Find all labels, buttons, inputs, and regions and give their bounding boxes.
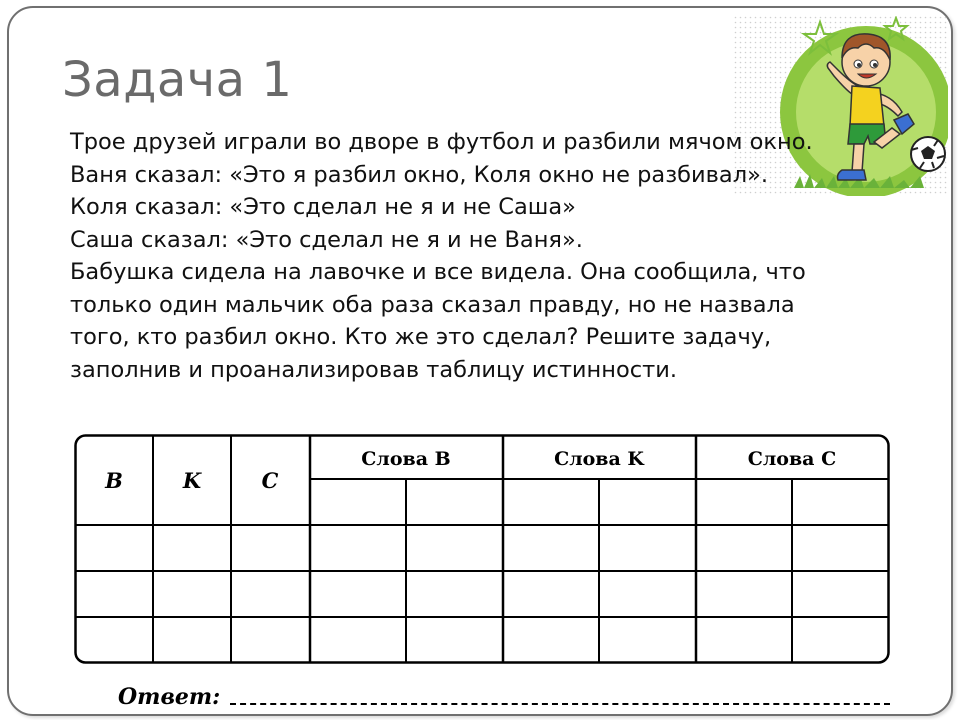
problem-intro: Трое друзей играли во дворе в футбол и разбили мячом окно. <box>70 129 813 155</box>
column-header-b: B <box>105 468 123 493</box>
truth-table <box>74 434 890 664</box>
kolya-statement: Коля сказал: «Это сделал не я и не Саша» <box>70 194 576 220</box>
sasha-statement: Саша сказал: «Это сделал не я и не Ваня». <box>70 226 583 253</box>
soccer-ball-icon <box>911 137 945 171</box>
group-header-words-b: Слова B <box>361 448 451 470</box>
column-header-c: C <box>261 468 279 493</box>
group-header-words-k: Слова K <box>554 448 644 470</box>
problem-question: Бабушка сидела на лавочке и все видела. Она сообщила, что только один мальчик оба раза сказал правду, но не назвала того, кто разбил окно. Кто же это сделал? Решите задачу, заполнив и проанализировав таблицу истинности. <box>70 259 806 383</box>
group-header-words-c: Слова C <box>747 448 837 470</box>
answer-label: Ответ: <box>118 684 221 710</box>
slide-title: Задача 1 <box>62 52 293 108</box>
answer-input-line[interactable] <box>230 703 890 705</box>
column-header-k: K <box>182 468 202 493</box>
problem-text <box>70 126 860 386</box>
vanya-statement: Ваня сказал: «Это я разбил окно, Коля окно не разбивал». <box>70 161 769 188</box>
